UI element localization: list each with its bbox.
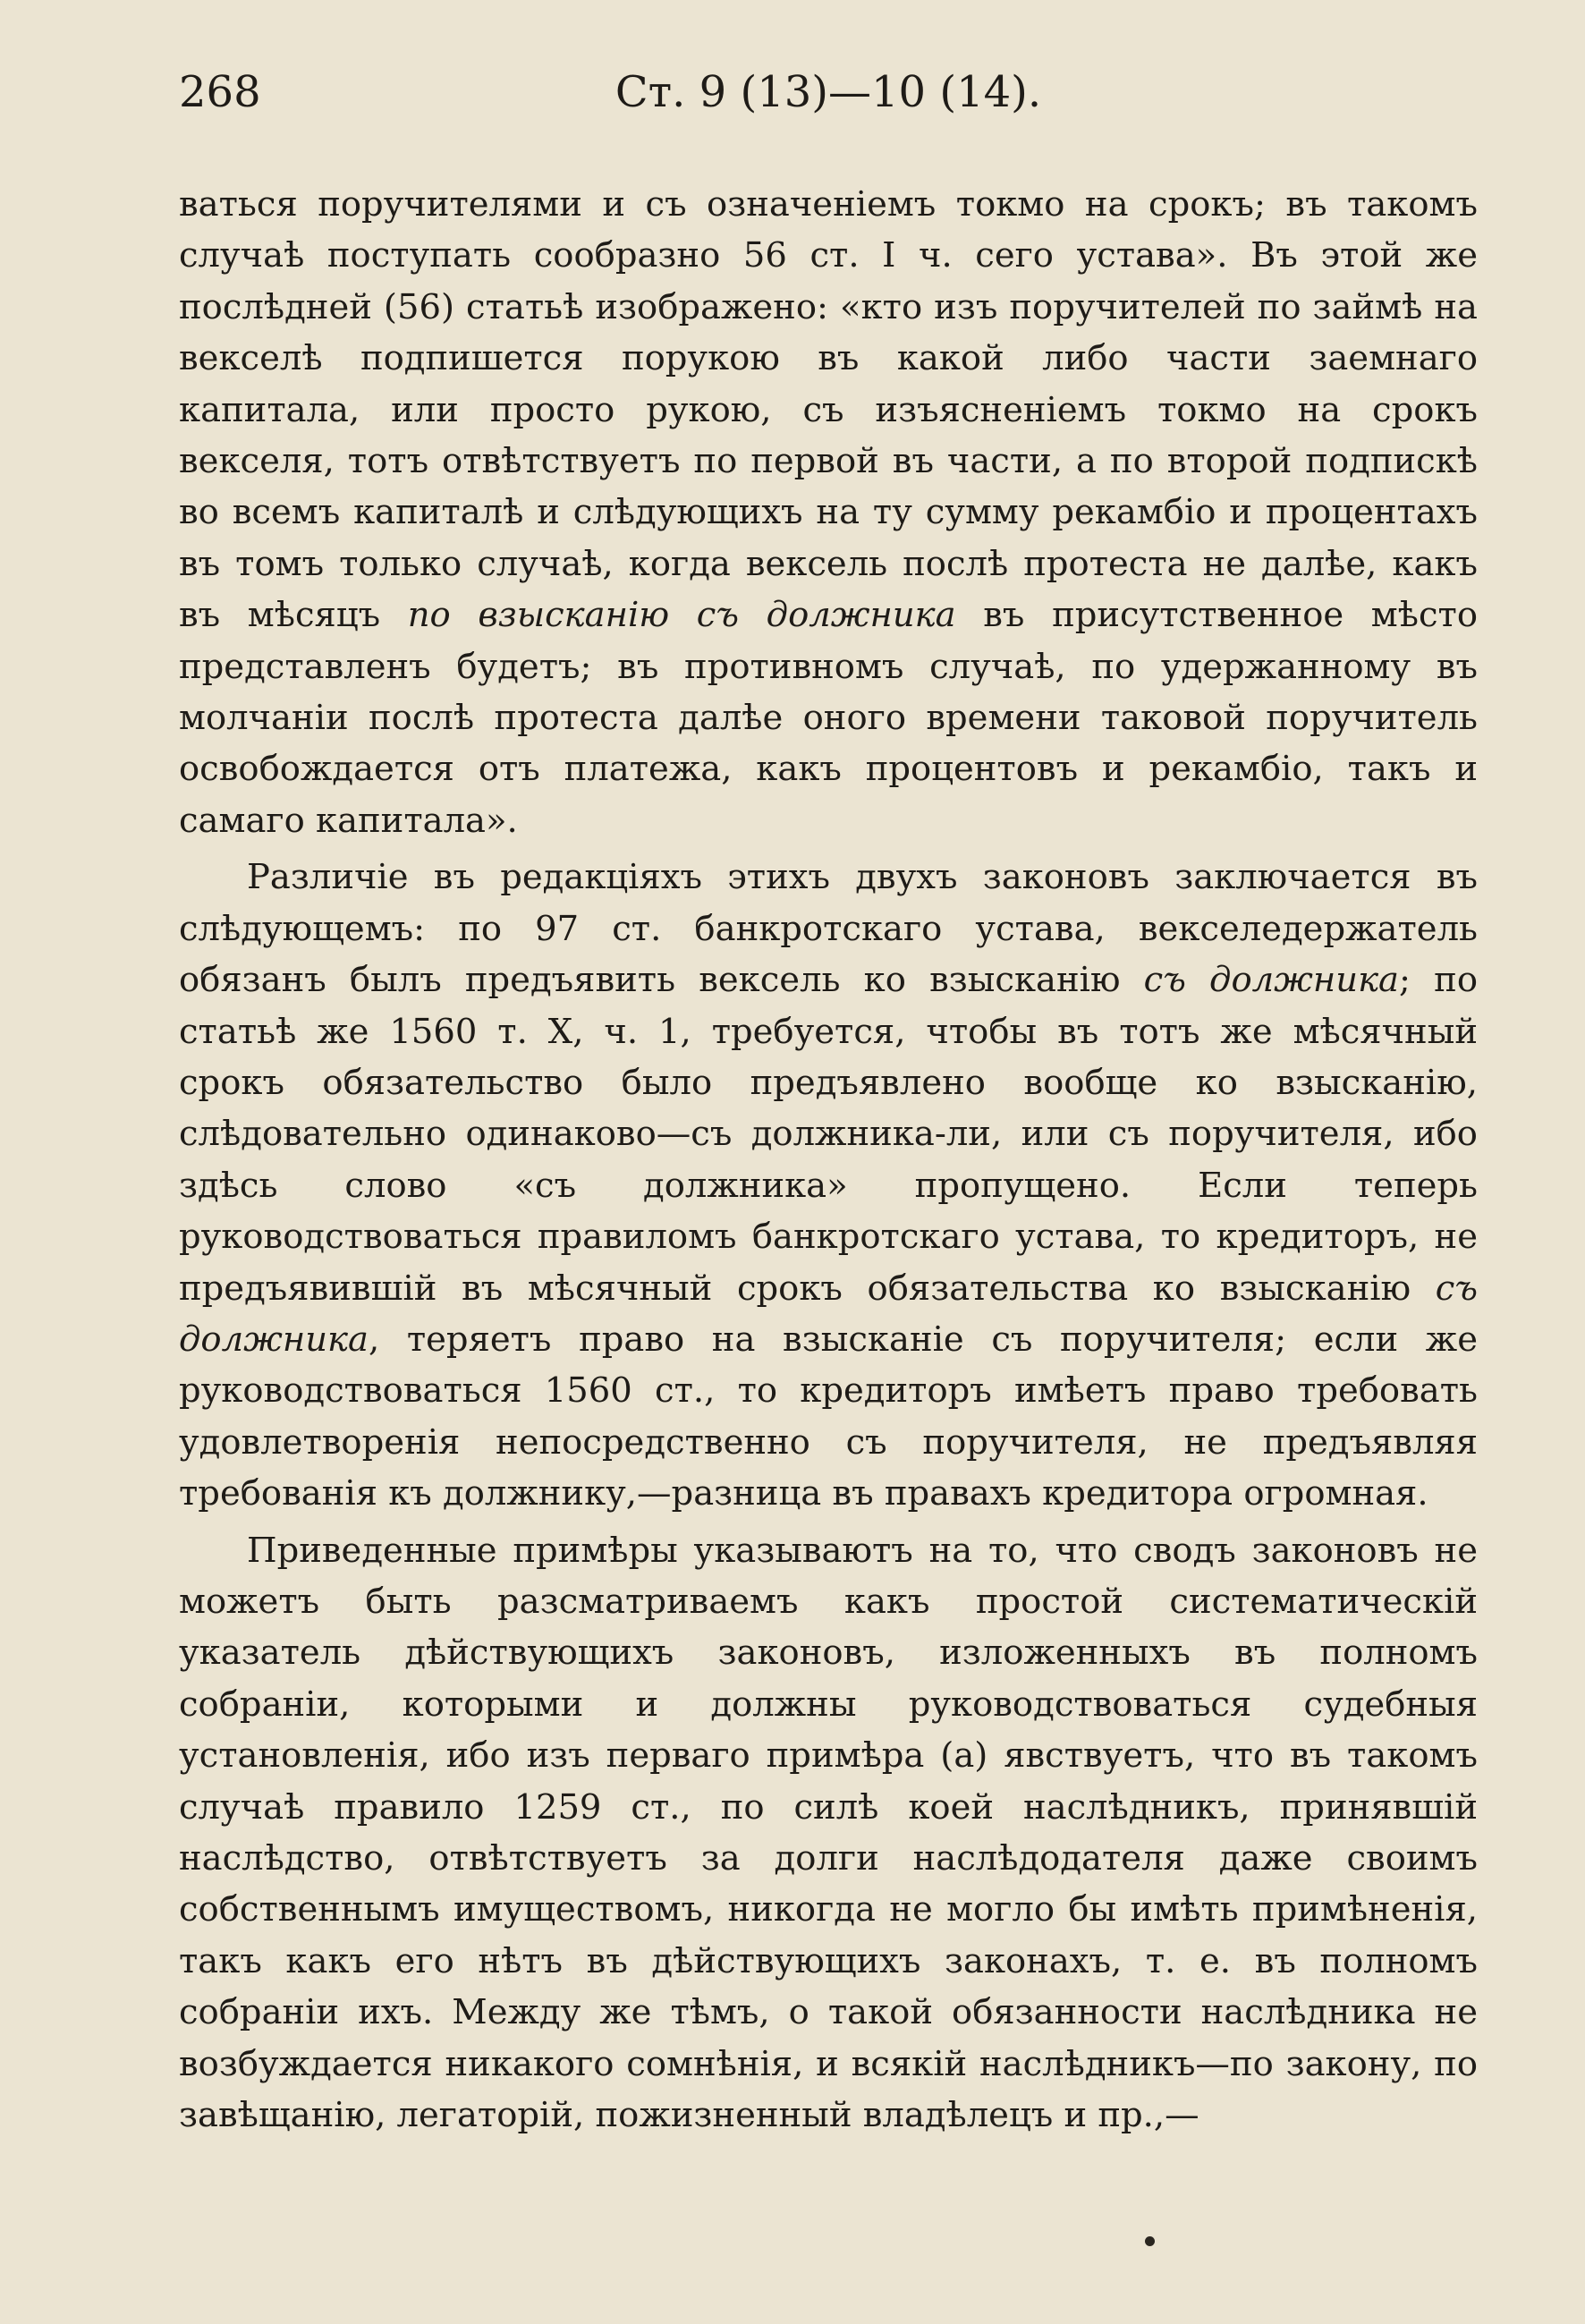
text-run: въ присутственное мѣсто представленъ будетъ; въ противномъ случаѣ, по удержанному въ молчаніи послѣ протеста далѣе оного времени таковой поручитель освобождается отъ платежа, какъ процентовъ и рекамбіо, такъ и самаго капитала».: [179, 595, 1478, 841]
italic-run: съ должника: [179, 1268, 1478, 1360]
paragraph: [179, 852, 1478, 1519]
paragraph: [179, 1525, 1478, 2142]
running-head-title: Ст. 9 (13)—10 (14).: [615, 67, 1042, 117]
ink-dot: [1145, 2236, 1155, 2246]
text-run: ваться поручителями и съ означеніемъ токмо на срокъ; въ такомъ случаѣ поступать сообразно 56 ст. I ч. сего устава». Въ этой же послѣдней (56) статьѣ изображено: «кто изъ поручителей по займѣ на векселѣ подпишется порукою въ какой либо части заемнаго капитала, или просто рукою, съ изъясненіемъ токмо на срокъ векселя, тотъ отвѣтствуетъ по первой въ части, а по второй подпискѣ во всемъ капиталѣ и слѣдующихъ на ту сумму рекамбіо и процентахъ въ томъ только случаѣ, когда вексель послѣ протеста не далѣе, какъ въ мѣсяцъ: [179, 184, 1478, 636]
italic-run: по взысканію съ должника: [407, 595, 956, 636]
running-head: [179, 52, 1478, 132]
italic-run: съ должника: [1143, 960, 1400, 1001]
text-run: Различіе въ редакціяхъ этихъ двухъ законовъ заключается въ слѣдующемъ: по 97 ст. банкротскаго устава, векселедержатель обязанъ былъ предъявить вексель ко взысканію: [179, 857, 1478, 1001]
text-run: , теряетъ право на взысканіе съ поручителя; если же руководствоваться 1560 ст., то кредиторъ имѣетъ право требовать удовлетворенія непосредственно съ поручителя, не предъявляя требованія къ должнику,—разница въ правахъ кредитора огромная.: [179, 1319, 1478, 1514]
text-run: ; по статьѣ же 1560 т. X, ч. 1, требуется, чтобы въ тотъ же мѣсячный срокъ обязательство было предъявлено вообще ко взысканію, слѣдовательно одинаково—съ должника-ли, или съ поручителя, ибо здѣсь слово «съ должника» пропущено. Если теперь руководствоваться правиломъ банкротскаго устава, то кредиторъ, не предъявившій въ мѣсячный срокъ обязательства ко взысканію: [179, 960, 1478, 1309]
text-run: Приведенные примѣры указываютъ на то, что сводъ законовъ не можетъ быть разсматриваемъ какъ простой систематическій указатель дѣйствующихъ законовъ, изложенныхъ въ полномъ собраніи, которыми и должны руководствоваться судебныя установленія, ибо изъ перваго примѣра (а) явствуетъ, что въ такомъ случаѣ правило 1259 ст., по силѣ коей наслѣдникъ, принявшій наслѣдство, отвѣтствуетъ за долги наслѣдодателя даже своимъ собственнымъ имуществомъ, никогда не могло бы имѣть примѣненія, такъ какъ его нѣтъ въ дѣйствующихъ законахъ, т. е. въ полномъ собраніи ихъ. Между же тѣмъ, о такой обязанности наслѣдника не возбуждается никакого сомнѣнія, и всякій наслѣдникъ—по закону, по завѣщанію, легаторій, пожизненный владѣлецъ и пр.,—: [179, 1530, 1478, 2136]
paragraph: [179, 179, 1478, 846]
page-number: 268: [179, 67, 261, 117]
body-text: [179, 179, 1478, 2141]
